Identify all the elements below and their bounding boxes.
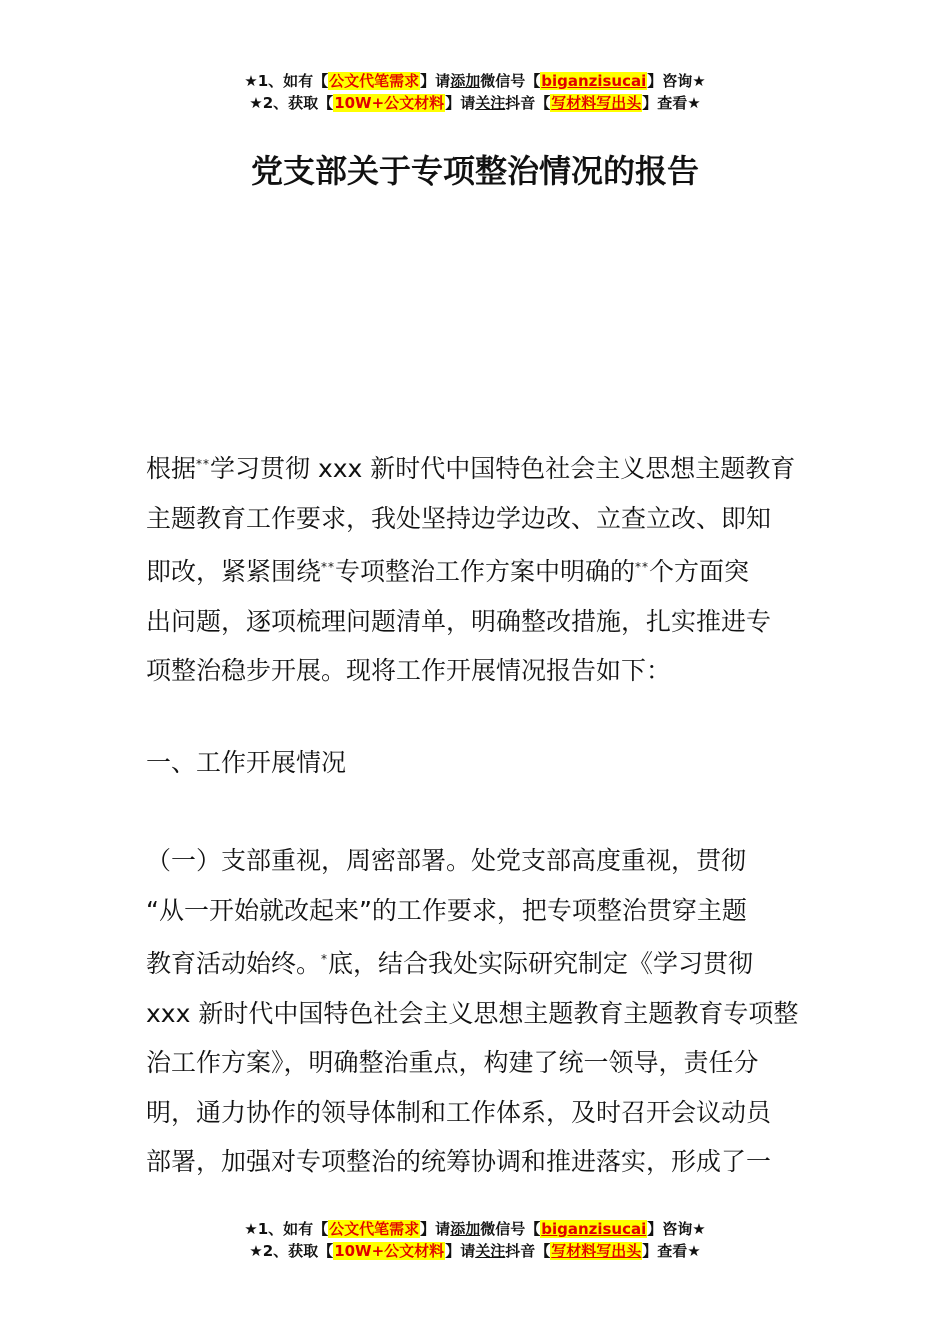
banner-line-1: ★1、如有【公文代笔需求】请添加微信号【biganzisucai】咨询★ — [244, 72, 706, 90]
text-line: 主题教育工作要求，我处坚持边学边改、立查立改、即知 — [146, 503, 772, 533]
paragraph-section-1 — [146, 836, 810, 1187]
banner-douyin-account: 写材料写出头 — [551, 1242, 642, 1260]
banner-highlight-service: 公文代笔需求 — [329, 1220, 420, 1238]
banner-wechat-id: biganzisucai — [541, 1220, 647, 1238]
text-line: （一）支部重视，周密部署。处党支部高度重视，贯彻 — [146, 846, 747, 875]
text-line: 项整治稳步开展。现将工作开展情况报告如下： — [146, 656, 672, 685]
banner-highlight-service: 公文代笔需求 — [329, 72, 420, 90]
section-heading: 一、工作开展情况 — [146, 748, 347, 777]
document-title: 党支部关于专项整治情况的报告 — [250, 152, 699, 190]
text-line: 根据**学习贯彻 xxx 新时代中国特色社会主义思想主题教育 — [146, 454, 796, 483]
text-line: 部署，加强对专项整治的统筹协调和推进落实，形成了一 — [146, 1147, 772, 1176]
text-line: 即改，紧紧围绕**专项整治工作方案中明确的**个方面突 — [146, 557, 750, 586]
text-line: xxx 新时代中国特色社会主义思想主题教育主题教育专项整 — [146, 998, 799, 1028]
header-banner — [0, 70, 950, 114]
banner-douyin-account: 写材料写出头 — [551, 94, 642, 112]
text-line: “从一开始就改起来”的工作要求，把专项整治贯穿主题 — [146, 895, 747, 925]
banner-line-1: ★1、如有【公文代笔需求】请添加微信号【biganzisucai】咨询★ — [244, 1220, 706, 1238]
text-line: 教育活动始终。*底，结合我处实际研究制定《学习贯彻 — [146, 949, 754, 978]
text-line: 出问题，逐项梳理问题清单，明确整改措施，扎实推进专 — [146, 606, 772, 636]
text-line: 明，通力协作的领导体制和工作体系，及时召开会议动员 — [146, 1097, 772, 1127]
footer-banner — [0, 1218, 950, 1262]
banner-wechat-id: biganzisucai — [541, 72, 647, 90]
banner-line-2: ★2、获取【10W+公文材料】请关注抖音【写材料写出头】查看★ — [249, 94, 701, 112]
banner-highlight-materials: 10W+公文材料 — [334, 94, 445, 112]
banner-highlight-materials: 10W+公文材料 — [334, 1242, 445, 1260]
text-line: 治工作方案》，明确整治重点，构建了统一领导，责任分 — [146, 1048, 759, 1077]
banner-line-2: ★2、获取【10W+公文材料】请关注抖音【写材料写出头】查看★ — [249, 1242, 701, 1260]
paragraph-intro — [146, 440, 810, 696]
